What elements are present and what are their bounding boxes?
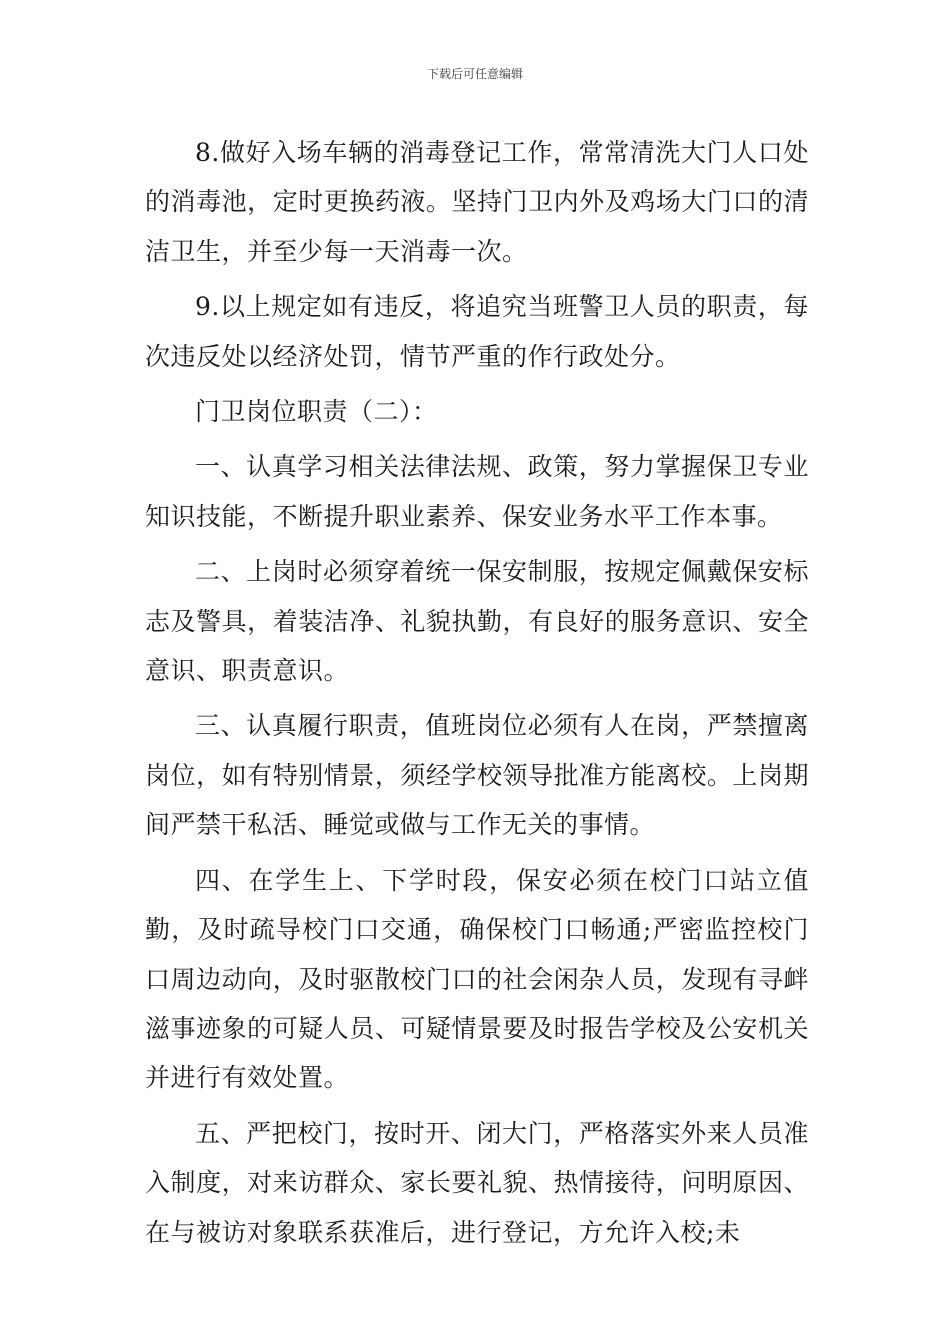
paragraph-duty-4: 四、在学生上、下学时段，保安必须在校门口站立值勤，及时疏导校门口交通，确保校门口畅通;严密监控校门口周边动向，及时驱散校门口的社会闲杂人员，发现有寻衅滋事迹象的可疑人员、可疑情景要及时报告学校及公安机关并进行有效处置。	[145, 865, 809, 1093]
document-body	[145, 128, 809, 1263]
paragraph-duty-3: 三、认真履行职责，值班岗位必须有人在岗，严禁擅离岗位，如有特别情景，须经学校领导批准方能离校。上岗期间严禁干私活、睡觉或做与工作无关的事情。	[145, 711, 809, 840]
paragraph-item-9: 9.以上规定如有违反，将追究当班警卫人员的职责，每次违反处以经济处罚，情节严重的作行政处分。	[145, 292, 809, 371]
paragraph-item-8: 8.做好入场车辆的消毒登记工作，常常清洗大门人口处的消毒池，定时更换药液。坚持门卫内外及鸡场大门口的清洁卫生，并至少每一天消毒一次。	[145, 138, 809, 266]
paragraph-duty-2: 二、上岗时必须穿着统一保安制服，按规定佩戴保安标志及警具，着装洁净、礼貌执勤，有良好的服务意识、安全意识、职责意识。	[145, 557, 809, 686]
paragraph-duty-1: 一、认真学习相关法律法规、政策，努力掌握保卫专业知识技能，不断提升职业素养、保安业务水平工作本事。	[145, 452, 809, 531]
page-header-note: 下载后可任意编辑	[426, 67, 523, 81]
section-heading: 门卫岗位职责（二）：	[195, 397, 438, 427]
paragraph-duty-5: 五、严把校门，按时开、闭大门，严格落实外来人员准入制度，对来访群众、家长要礼貌、热情接待，问明原因、在与被访对象联系获准后，进行登记，方允许入校;未	[145, 1118, 809, 1247]
